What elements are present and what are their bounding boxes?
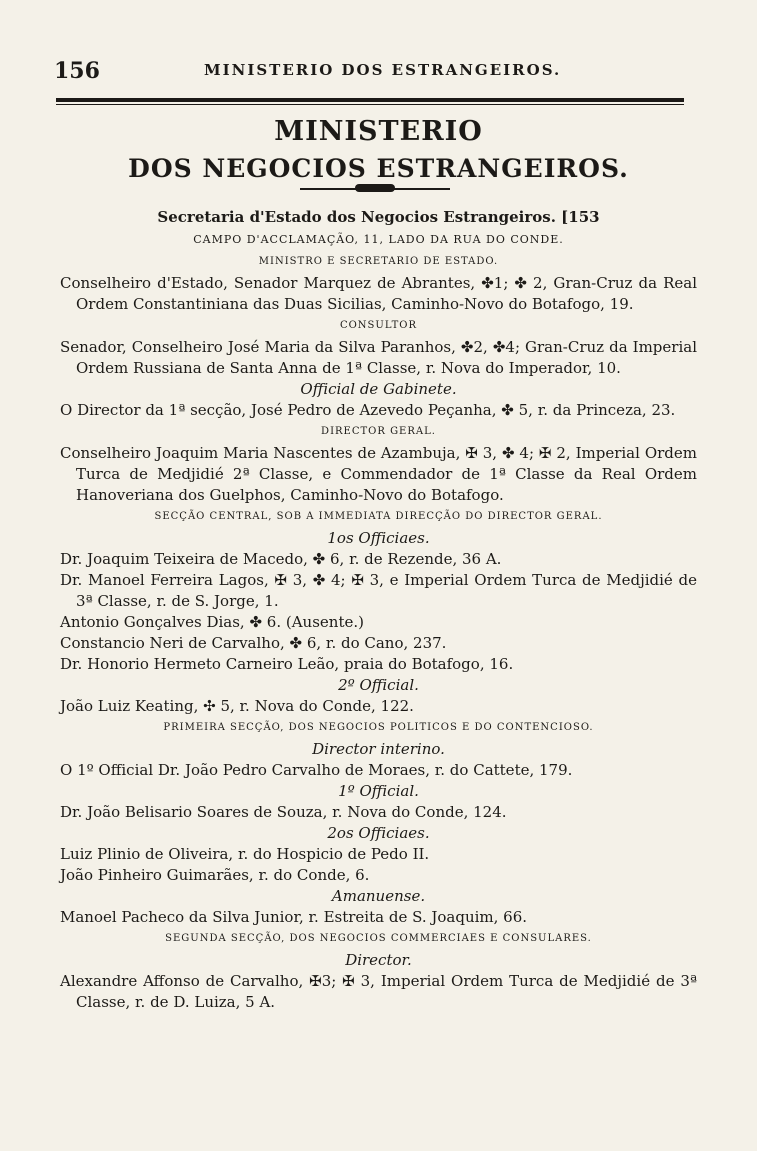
list-item: Dr. Honorio Hermeto Carneiro Leão, praia do Botafogo, 16. [60,655,514,673]
list-item: Antonio Gonçalves Dias, ✤ 6. (Ausente.) [60,613,364,631]
minister-entry: Conselheiro d'Estado, Senador Marquez de Abrantes, ✤1; ✤ 2, Gran-Cruz da Real Ordem Constantiniana das Duas Sicilias, Caminho-Novo do Botafogo, 19. [60,274,697,313]
title-line1: MINISTERIO [274,116,483,147]
primeira-official-heading: 1º Official. [338,782,419,800]
gabinete-entry: O Director da 1ª secção, José Pedro de Azevedo Peçanha, ✤ 5, r. da Princeza, 23. [60,401,676,419]
title-line2: DOS NEGOCIOS ESTRANGEIROS. [128,154,629,183]
seccao-central-heading: SECÇÃO CENTRAL, SOB A IMMEDIATA DIRECÇÃO DO DIRECTOR GERAL. [154,511,603,522]
list-item: Constancio Neri de Carvalho, ✤ 6, r. do Cano, 237. [60,634,447,652]
header-rule-thin [56,104,684,105]
secretaria-heading: Secretaria d'Estado dos Negocios Estrangeiros. [153 [157,208,600,226]
consultor-heading: CONSULTOR [339,320,418,331]
main-content [60,205,697,1013]
consultor-entry: Senador, Conselheiro José Maria da Silva Paranhos, ✤2, ✤4; Gran-Cruz da Imperial Ordem Russiana de Santa Anna de 1ª Classe, r. Nova do Imperador, 10. [60,338,697,377]
running-title: MINISTERIO DOS ESTRANGEIROS. [204,61,562,79]
primeira-official-entry: Dr. João Belisario Soares de Souza, r. Nova do Conde, 124. [60,803,507,821]
ornament-flourish [355,184,395,192]
segunda-director-heading: Director. [345,951,412,969]
segunda-director-entry: Alexandre Affonso de Carvalho, ✠3; ✠ 3, Imperial Ordem Turca de Medjidié de 3ª Classe, r. de D. Luiza, 5 A. [60,972,697,1011]
list-item: Luiz Plinio de Oliveira, r. do Hospicio de Pedo II. [60,845,430,863]
list-item: Dr. Joaquim Teixeira de Macedo, ✤ 6, r. de Rezende, 36 A. [60,550,502,568]
director-geral-heading: DIRECTOR GERAL. [321,426,436,437]
amanuense-entry: Manoel Pacheco da Silva Junior, r. Estreita de S. Joaquim, 66. [60,908,528,926]
running-header [54,58,717,82]
director-interino-heading: Director interino. [312,740,445,758]
segunda-seccao-heading: SEGUNDA SECÇÃO, DOS NEGOCIOS COMMERCIAES E CONSULARES. [165,933,592,944]
primeiros-officiaes-heading: 1os Officiaes. [327,529,430,547]
address-line: CAMPO D'ACCLAMAÇÃO, 11, LADO DA RUA DO CONDE. [193,233,564,246]
minister-heading: MINISTRO E SECRETARIO DE ESTADO. [258,256,499,267]
page-number: 156 [54,58,100,84]
segundo-official-heading: 2º Official. [338,676,419,694]
amanuense-heading: Amanuense. [331,887,426,905]
list-item: João Pinheiro Guimarães, r. do Conde, 6. [60,866,370,884]
primeira-seccao-heading: PRIMEIRA SECÇÃO, DOS NEGOCIOS POLITICOS E DO CONTENCIOSO. [163,722,594,733]
list-item: Dr. Manoel Ferreira Lagos, ✠ 3, ✤ 4; ✠ 3, e Imperial Ordem Turca de Medjidié de 3ª Classe, r. de S. Jorge, 1. [60,571,697,610]
gabinete-heading: Official de Gabinete. [300,380,457,398]
director-interino-entry: O 1º Official Dr. João Pedro Carvalho de Moraes, r. do Cattete, 179. [60,761,573,779]
segundo-official-entry: João Luiz Keating, ✣ 5, r. Nova do Conde, 122. [60,697,414,715]
director-geral-entry: Conselheiro Joaquim Maria Nascentes de Azambuja, ✠ 3, ✤ 4; ✠ 2, Imperial Ordem Turca de Medjidié 2ª Classe, e Commendador de 1ª Classe da Real Ordem Hanoveriana dos Guelphos, Caminho-Novo do Botafogo. [60,444,697,504]
primeira-segundos-heading: 2os Officiaes. [327,824,430,842]
header-rule-thick [56,98,684,102]
